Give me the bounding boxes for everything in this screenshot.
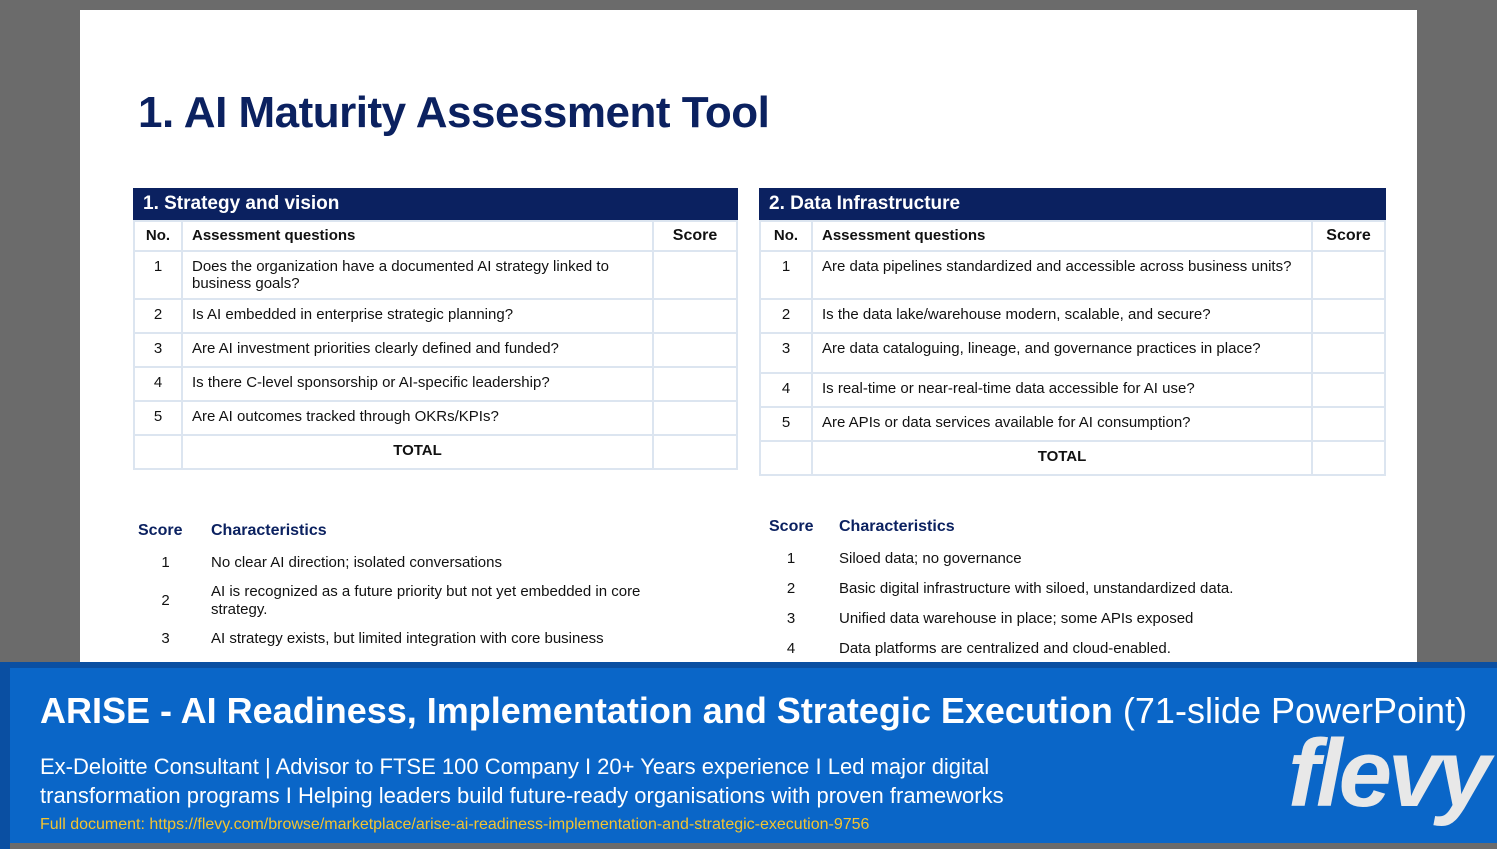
- score-cell[interactable]: [653, 299, 737, 333]
- banner-title: [40, 690, 1467, 732]
- data-infra-characteristics: [769, 518, 1329, 670]
- score-cell[interactable]: [1312, 333, 1385, 373]
- table-row: [134, 251, 737, 299]
- question-cell: Is real-time or near-real-time data accessible for AI use?: [812, 373, 1312, 407]
- strategy-characteristics: [138, 522, 698, 659]
- characteristic-text: Siloed data; no governance: [839, 550, 1022, 567]
- total-score-cell[interactable]: [653, 435, 737, 469]
- document-link[interactable]: Full document: https://flevy.com/browse/marketplace/arise-ai-readiness-implementation-and-strategic-execution-9756: [40, 816, 870, 833]
- list-item: [138, 630, 698, 648]
- table-row: [134, 367, 737, 401]
- characteristic-text: AI is recognized as a future priority but not yet embedded in core strategy.: [211, 583, 641, 618]
- table-row: [760, 373, 1385, 407]
- table-header-row: [760, 221, 1385, 251]
- strategy-panel: [133, 188, 738, 470]
- list-item: [769, 610, 1329, 628]
- table-row: [134, 401, 737, 435]
- list-item: [769, 640, 1329, 658]
- characteristics-header-label: Characteristics: [839, 518, 955, 535]
- col-score: Score: [653, 221, 737, 251]
- score-value: 4: [786, 640, 796, 657]
- score-header: Score: [138, 522, 183, 539]
- characteristics-header: [138, 522, 698, 540]
- strategy-table: [133, 220, 738, 470]
- slide: [80, 10, 1417, 670]
- characteristic-text: AI strategy exists, but limited integration with core business: [211, 630, 604, 647]
- score-value: 3: [161, 630, 170, 647]
- question-cell: Are AI investment priorities clearly defined and funded?: [182, 333, 653, 367]
- row-number: 4: [760, 373, 812, 407]
- score-cell[interactable]: [653, 401, 737, 435]
- score-cell[interactable]: [1312, 299, 1385, 333]
- score-cell[interactable]: [1312, 373, 1385, 407]
- data-infra-table: [759, 220, 1386, 476]
- row-number: 5: [134, 401, 182, 435]
- table-row: [134, 299, 737, 333]
- question-cell: Is there C-level sponsorship or AI-specific leadership?: [182, 367, 653, 401]
- strategy-heading: 1. Strategy and vision: [133, 188, 738, 220]
- col-questions: Assessment questions: [182, 221, 653, 251]
- total-score-cell[interactable]: [1312, 441, 1385, 475]
- col-score: Score: [1312, 221, 1385, 251]
- characteristics-header: [769, 518, 1329, 536]
- score-cell[interactable]: [653, 367, 737, 401]
- banner-title-suffix: (71-slide PowerPoint): [1122, 690, 1468, 731]
- score-value: 2: [161, 592, 170, 609]
- total-label: TOTAL: [182, 435, 653, 469]
- flevy-logo: flevy: [1288, 720, 1487, 827]
- characteristic-text: Basic digital infrastructure with siloed, unstandardized data.: [839, 580, 1234, 597]
- list-item: [138, 554, 698, 572]
- list-item: [769, 550, 1329, 568]
- table-row: [760, 299, 1385, 333]
- score-header: Score: [769, 518, 814, 535]
- characteristic-text: No clear AI direction; isolated conversations: [211, 554, 502, 571]
- question-cell: Are data pipelines standardized and accessible across business units?: [812, 251, 1312, 299]
- row-number: 2: [134, 299, 182, 333]
- banner-accent: [0, 668, 10, 849]
- score-value: 3: [786, 610, 796, 627]
- question-cell: Are data cataloguing, lineage, and governance practices in place?: [812, 333, 1312, 373]
- row-number: 1: [760, 251, 812, 299]
- promo-banner: [0, 662, 1497, 843]
- banner-description: Ex-Deloitte Consultant | Advisor to FTSE 100 Company I 20+ Years experience I Led major digital transformation programs I Helping leaders build future-ready organisations with proven frameworks: [40, 754, 1004, 808]
- row-number: 5: [760, 407, 812, 441]
- question-cell: Does the organization have a documented AI strategy linked to business goals?: [182, 251, 653, 299]
- question-cell: Is the data lake/warehouse modern, scalable, and secure?: [812, 299, 1312, 333]
- list-item: [769, 580, 1329, 598]
- list-item: [138, 583, 698, 619]
- banner-title-main: ARISE - AI Readiness, Implementation and Strategic Execution: [40, 690, 1113, 731]
- score-cell[interactable]: [653, 333, 737, 367]
- col-questions: Assessment questions: [812, 221, 1312, 251]
- characteristic-text: Unified data warehouse in place; some APIs exposed: [839, 610, 1194, 627]
- total-row: [760, 441, 1385, 475]
- table-header-row: [134, 221, 737, 251]
- score-value: 1: [161, 554, 170, 571]
- table-row: [134, 333, 737, 367]
- col-no: No.: [760, 221, 812, 251]
- total-blank-cell: [134, 435, 182, 469]
- total-row: [134, 435, 737, 469]
- row-number: 1: [134, 251, 182, 299]
- question-cell: Are APIs or data services available for AI consumption?: [812, 407, 1312, 441]
- table-row: [760, 407, 1385, 441]
- table-row: [760, 251, 1385, 299]
- total-blank-cell: [760, 441, 812, 475]
- data-infra-panel: [759, 188, 1386, 476]
- question-cell: Is AI embedded in enterprise strategic planning?: [182, 299, 653, 333]
- row-number: 3: [134, 333, 182, 367]
- data-infra-heading: 2. Data Infrastructure: [759, 188, 1386, 220]
- page-title: 1. AI Maturity Assessment Tool: [138, 88, 770, 137]
- score-cell[interactable]: [653, 251, 737, 299]
- row-number: 3: [760, 333, 812, 373]
- row-number: 2: [760, 299, 812, 333]
- characteristic-text: Data platforms are centralized and cloud-enabled.: [839, 640, 1171, 657]
- total-label: TOTAL: [812, 441, 1312, 475]
- score-value: 1: [786, 550, 796, 567]
- score-cell[interactable]: [1312, 251, 1385, 299]
- score-value: 2: [786, 580, 796, 597]
- table-row: [760, 333, 1385, 373]
- score-cell[interactable]: [1312, 407, 1385, 441]
- question-cell: Are AI outcomes tracked through OKRs/KPIs?: [182, 401, 653, 435]
- col-no: No.: [134, 221, 182, 251]
- row-number: 4: [134, 367, 182, 401]
- characteristics-header-label: Characteristics: [211, 522, 327, 539]
